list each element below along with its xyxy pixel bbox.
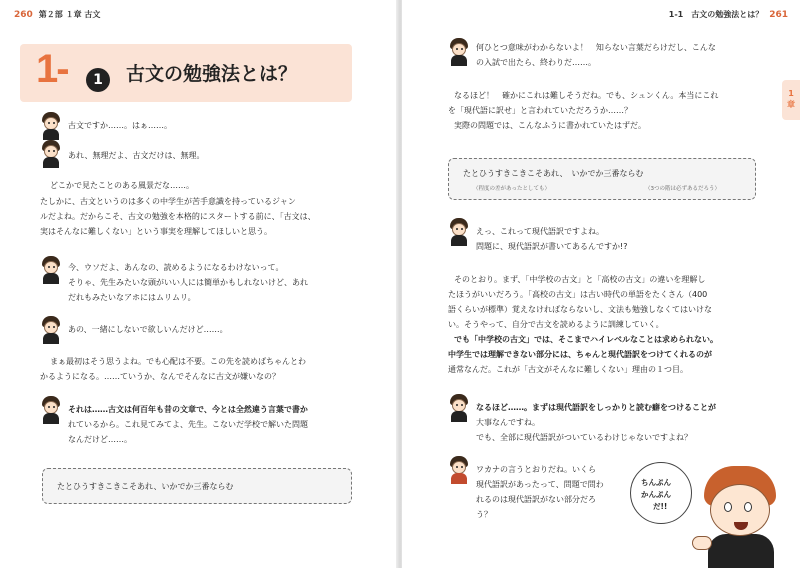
dialogue-line: だれもみたいなアホにはムリムリ。	[68, 293, 196, 302]
dialogue-line: なんだけど……。	[68, 435, 132, 444]
left-running-head-text: 第２部 １章 古文	[38, 10, 101, 19]
dialogue-line: 古文ですか……。はぁ……。	[68, 121, 172, 130]
chapter-side-tab-label: 1章	[787, 89, 795, 109]
right-running-head	[669, 9, 788, 20]
body-paragraph: かるようになる。……ていうか、なんでそんなに古文が嫌いなの？	[40, 372, 280, 381]
student-boy-avatar	[40, 256, 62, 284]
body-paragraph-emphasis: でも「中学校の古文」では、そこまでハイレベルなことは求められない。	[454, 335, 718, 344]
right-page	[402, 0, 800, 568]
dialogue-line: 今、ウソだよ、あんなの、読めるようになるわけないって。	[68, 263, 284, 272]
subsection-circle: 1	[86, 68, 110, 92]
dialogue-line: それは……古文は何百年も昔の文章で、今とは全然違う言葉で書か	[68, 405, 308, 414]
body-paragraph: 実はそんなに難しくない」という事実を理解してほしいと思う。	[40, 227, 272, 236]
body-paragraph: どこかで見たことのある風景だな……。	[50, 181, 194, 190]
dialogue-line: ワカナの言うとおりだね。いくら	[476, 465, 596, 474]
classical-quote: たとひうすきこきこそあれ、 いかでか三番ならむ	[463, 169, 644, 178]
body-paragraph: まぁ最初はそう思うよね。でも心配は不要。この先を読めばちゃんとわ	[50, 357, 306, 366]
classical-quote: たとひうすきこきこそあれ、いかでか三番ならむ	[57, 482, 234, 491]
student-boy-avatar	[40, 396, 62, 424]
speech-bubble	[630, 462, 692, 524]
left-page	[0, 0, 398, 568]
dialogue-line: れているから。これ見てみてよ、先生。こないだ学校で解いた問題	[68, 420, 308, 429]
translation-note: （程度の差があったとしても）	[473, 186, 550, 192]
dialogue-line: の入試で出たら、終わりだ……。	[476, 58, 596, 67]
dialogue-line: う？	[476, 510, 492, 519]
left-running-head	[14, 9, 100, 20]
body-paragraph-emphasis: 中学生では理解できない部分には、ちゃんと現代語訳をつけてくれるのが	[448, 350, 712, 359]
body-paragraph: ルだよね。だからこそ、古文の勉強を本格的にスタートする前に、「古文は、	[40, 212, 316, 221]
dialogue-line: 何ひとつ意味がわからないよ！ 知らない言葉だらけだし、こんな	[476, 43, 716, 52]
shouting-boy-illustration	[694, 466, 786, 568]
dialogue-line: あの、一緒にしないで欲しいんだけど……。	[68, 325, 228, 334]
dialogue-line: れるのは現代語訳がない部分だろ	[476, 495, 596, 504]
student-boy-avatar	[448, 38, 470, 66]
body-paragraph: そのとおり。まず、「中学校の古文」と「高校の古文」の違いを理解し	[454, 275, 706, 284]
section-number: 1-	[36, 47, 68, 91]
body-paragraph: たしかに、古文というのは多くの中学生が苦手意識を持っているジャン	[40, 197, 296, 206]
student-girl-avatar	[40, 112, 62, 140]
dialogue-line: 大事なんですね。	[476, 418, 540, 427]
body-paragraph: を「現代語に訳せ」と言われていただろうか……？	[448, 106, 632, 115]
section-banner	[20, 44, 352, 102]
dialogue-line: あれ、無理だよ、古文だけは、無理。	[68, 151, 205, 160]
student-boy-avatar	[40, 140, 62, 168]
dialogue-line: えっ、これって現代語訳ですよね。	[476, 227, 604, 236]
body-paragraph: たほうがいいだろう。「高校の古文」は古い時代の単語をたくさん（400	[448, 290, 708, 299]
student-girl-avatar	[448, 218, 470, 246]
body-paragraph: 語くらいが標準）覚えなければならないし、文法も勉強しなくてはいけな	[448, 305, 712, 314]
body-paragraph: い。そうやって、自分で古文を読めるように訓練していく。	[448, 320, 664, 329]
dialogue-line: 問題に、現代語訳が書いてあるんですか!?	[476, 242, 628, 251]
classical-text-box	[448, 158, 756, 200]
dialogue-line: そりゃ、先生みたいな頭がいい人には簡単かもしれないけど、あれ	[68, 278, 308, 287]
dialogue-line: でも、全部に現代語訳がついているわけじゃないですよね？	[476, 433, 692, 442]
body-paragraph: 通常なんだ。これが「古文がそんなに難しくない」理由の１つ目。	[448, 365, 688, 374]
student-boy-avatar	[448, 394, 470, 422]
translation-note: （3つの階は必ずあるだろう）	[645, 186, 721, 192]
chapter-side-tab	[782, 80, 800, 120]
section-title: 古文の勉強法とは？	[126, 63, 298, 85]
speech-bubble-line: かんぷん	[641, 490, 671, 499]
body-paragraph: なるほど！ 確かにこれは難しそうだね。でも、シュンくん。本当にこれ	[454, 91, 719, 100]
classical-text-box	[42, 468, 352, 504]
right-running-head-text: 1-1 古文の勉強法とは？	[668, 10, 764, 19]
dialogue-line: 現代語訳があったって、問題で問わ	[476, 480, 604, 489]
left-page-number: 260	[14, 10, 33, 20]
body-paragraph: 実際の問題では、こんなふうに書かれていたはずだ。	[454, 121, 646, 130]
right-page-number: 261	[769, 10, 788, 20]
dialogue-line: なるほど……。まずは現代語訳をしっかりと読む癖をつけることが	[476, 403, 716, 412]
speech-bubble-line: ちんぷん	[641, 478, 671, 487]
student-girl-avatar	[40, 316, 62, 344]
speech-bubble-line: だ!!	[653, 502, 668, 511]
teacher-avatar	[448, 456, 470, 484]
